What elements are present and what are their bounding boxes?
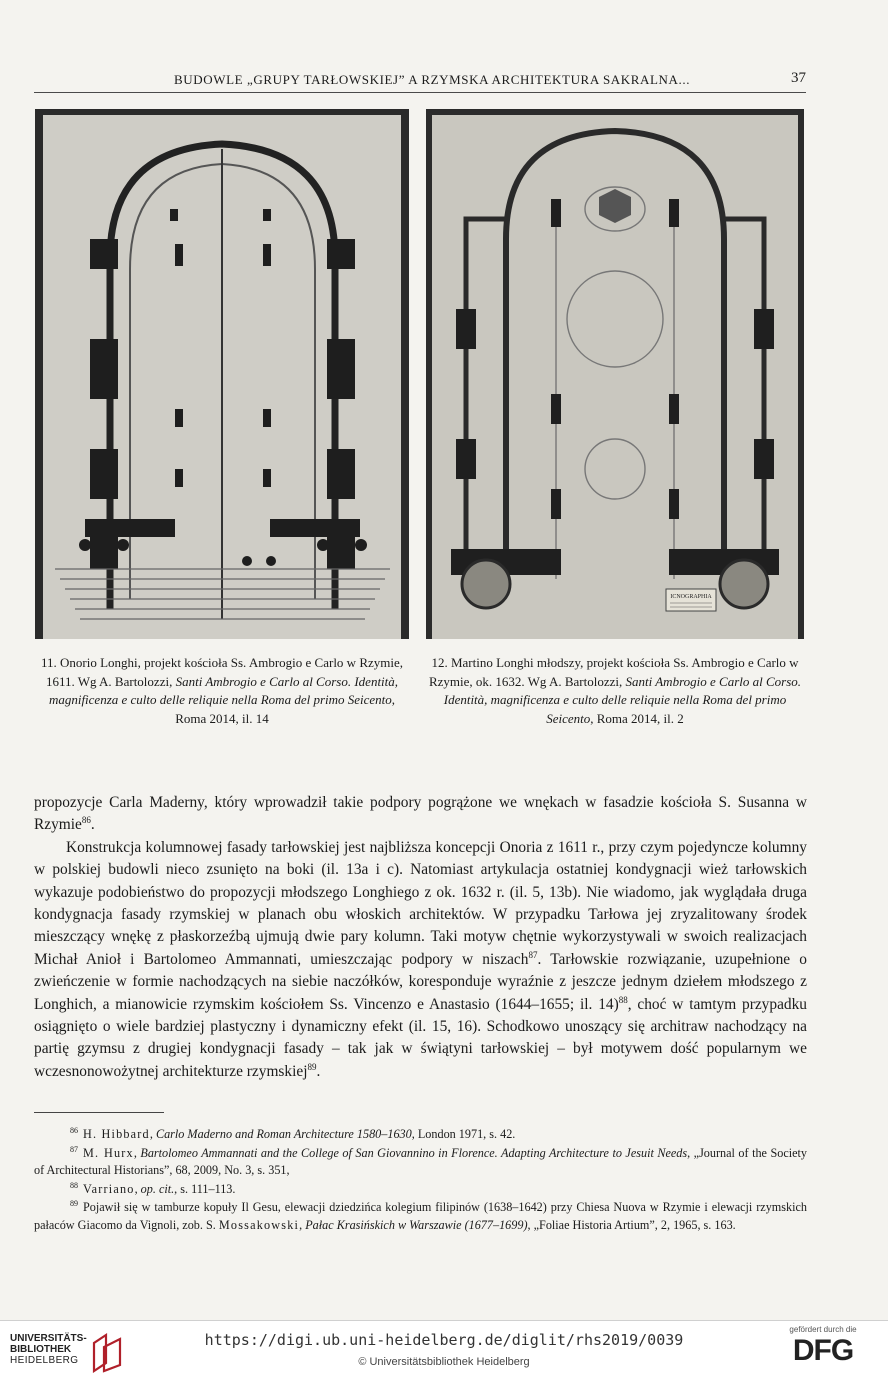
figure-12-caption: 12. Martino Longhi młodszy, projekt kościoła Ss. Ambrogio e Carlo w Rzymie, ok. 1632. Wg A. Bartolozzi, Santi Ambrogio e Carlo al Corso. Identità, magnificenza e culto delle reliquie nella Roma del primo Seicento, Roma 2014, il. 2 <box>428 655 802 726</box>
footnote-ref-87[interactable]: 87 <box>528 949 538 960</box>
caption-11-title: Santi Ambrogio e Carlo al Corso. Identità, magnificenza e culto delle reliquie nella Roma del primo Seicento <box>48 673 399 707</box>
floor-plan-11 <box>35 109 409 639</box>
footnote-ref-86[interactable]: 86 <box>81 815 91 826</box>
funder-logo: DFG <box>792 1334 854 1367</box>
footnotes <box>34 1126 807 1236</box>
footer-bar <box>0 1320 888 1382</box>
paragraph-1: propozycje Carla Maderny, który wprowadził takie podpory pogrążone we wnękach w fasadzie kościoła S. Susanna w Rzymie$^{86}$. <box>34 794 807 834</box>
library-logo[interactable]: UNIVERSITÄTS- BIBLIOTHEK HEIDELBERG <box>10 1333 87 1366</box>
footnote-89: $^{89}$ Pojawił się w tamburze kopuły Il Gesu, elewacji dziedzińca kolegium filipinów (1638–1642) przy Chiesa Nuova w Rzymie i elewacji rzymskich pałaców Giacomo da Vignoli, zob. S. Mossakowski, Pałac Krasińskich w Warszawie (1677–1699), „Foliae Historia Artium”, 2, 1965, s. 163. <box>34 1199 807 1232</box>
funder-label: gefördert durch die <box>789 1325 857 1334</box>
footnote-86: $^{86}$ H. Hibbard, Carlo Maderno and Roman Architecture 1580–1630, London 1971, s. 42. <box>70 1125 516 1141</box>
page-number: 37 <box>791 70 806 86</box>
footnote-ref-88[interactable]: 88 <box>618 994 628 1005</box>
paragraph-2: Konstrukcja kolumnowej fasady tarłowskiej jest najbliższa koncepcji Onoria z 1611 r., przy czym pojedyncze kolumny w polskiej budowli nieco zsunięto na boki (il. 13a i c). Natomiast artykulacja ostatniej kondygnacji wież tarłowskich wykazuje podobieństwo do propozycji młodszego Longhiego z ok. 1632 r. (il. 5, 13b). Nie wiadomo, jak wyglądała druga kondygnacja fasady rzymskiej w planach obu włoskich architektów. W przypadku Tarłowa jej zryzalitowany środek mieszczący wnękę z płaskorzeźbą ujmują dwie pary kolumn. Taki motyw chętnie wykorzystywali w swoich realizacjach Michał Anioł i Bartolomeo Ammannati, umieszczając podpory w niszach$^{87}$. Tarłowskie rozwiązanie, uzupełnione o zwieńczenie w formie nachodzących na siebie naczółków, koresponduje wyraźnie z jeszcze jednym dziełem młodszego z Longhich, a mianowicie rzymskim kościołem Ss. Vincenzo e Anastasio (1644–1655; il. 14)$^{88}$, choć w tamtym przypadku osiągnięto o wiele bardziej plastyczny i dynamiczny efekt (il. 15, 16). Schodkowo unoszący się architraw nachodzący na partię gzymsu z drugiej kondygnacji fasady – tak jak w świątyni tarłowskiej – był motywem dość popularnym we wczesnonowożytnej architekturze rzymskiej$^{89}$. <box>34 838 807 1080</box>
figure-11-image <box>35 109 409 639</box>
footer-url[interactable]: https://digi.ub.uni-heidelberg.de/diglit/rhs2019/0039 <box>204 1331 684 1349</box>
footnote-88: $^{88}$ Varriano, op. cit., s. 111–113. <box>70 1180 236 1196</box>
dfg-logo[interactable] <box>778 1325 868 1368</box>
running-head <box>34 70 806 93</box>
figure-11-caption: 11. Onorio Longhi, projekt kościoła Ss. Ambrogio e Carlo w Rzymie, 1611. Wg A. Bartolozzi, Santi Ambrogio e Carlo al Corso. Identità, magnificenza e culto delle reliquie nella Roma del primo Seicento, Roma 2014, il. 14 <box>40 655 404 726</box>
running-title: BUDOWLE „GRUPY TARŁOWSKIEJ” A RZYMSKA ARCHITEKTURA SAKRALNA... <box>174 72 691 87</box>
floor-plan-12 <box>426 109 804 639</box>
body-text <box>34 792 807 1083</box>
footnote-divider <box>34 1112 164 1113</box>
footer-copyright: © Universitätsbibliothek Heidelberg <box>358 1356 530 1368</box>
figure-12-image <box>426 109 804 639</box>
footnote-87: $^{87}$ M. Hurx, Bartolomeo Ammannati and the College of San Giovannino in Florence. Adapting Architecture to Jesuit Needs, „Journal of the Society of Architectural Historians”, 68, 2009, No. 3, s. 351, <box>34 1144 808 1178</box>
footnote-ref-89[interactable]: 89 <box>307 1061 317 1072</box>
plan-label: ICNOGRAPHIA <box>670 594 712 600</box>
caption-12-title: Santi Ambrogio e Carlo al Corso. Identità, magnificenza e culto delle reliquie nella Roma del primo Seicento <box>443 673 802 726</box>
